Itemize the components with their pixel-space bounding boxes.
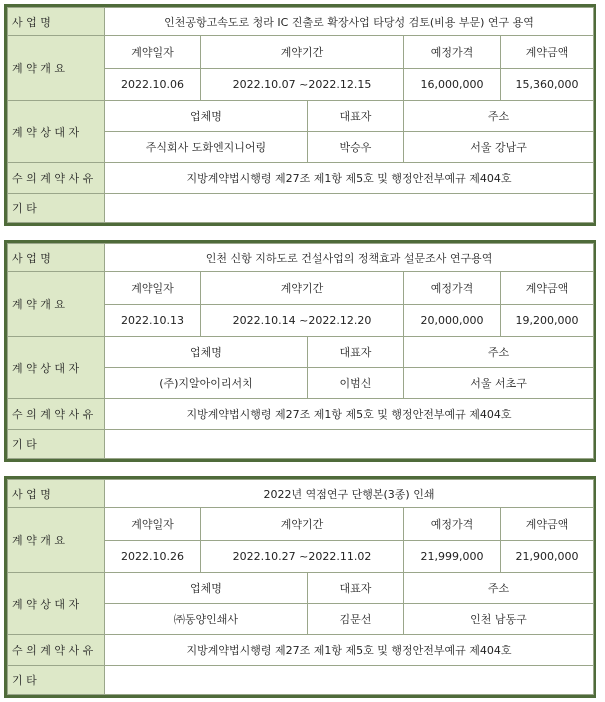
contract-party-label: 계 약 상 대 자 (8, 573, 105, 635)
etc (105, 666, 594, 695)
company-name: 주식회사 도화엔지니어링 (105, 132, 308, 163)
contract-table (7, 479, 594, 695)
representative: 박승우 (308, 132, 404, 163)
contract-overview-label: 계 약 개 요 (8, 272, 105, 337)
representative-header: 대표자 (308, 337, 404, 368)
contract-table (7, 243, 594, 459)
company-header: 업체명 (105, 337, 308, 368)
contract-party-label: 계 약 상 대 자 (8, 101, 105, 163)
contract-block (4, 4, 596, 226)
company-name: (주)지알아이리서치 (105, 368, 308, 399)
contract-block (4, 240, 596, 462)
contract-amount: 15,360,000 (501, 69, 594, 101)
contract-date: 2022.10.13 (105, 305, 201, 337)
etc-label: 기 타 (8, 430, 105, 459)
address: 서울 강남구 (404, 132, 594, 163)
contract-amount: 21,900,000 (501, 541, 594, 573)
contract-amount-header: 계약금액 (501, 508, 594, 541)
company-name: ㈜동양인쇄사 (105, 604, 308, 635)
contract-overview-label: 계 약 개 요 (8, 36, 105, 101)
contract-period: 2022.10.27 ~2022.11.02 (201, 541, 404, 573)
contract-period: 2022.10.07 ~2022.12.15 (201, 69, 404, 101)
contract-period-header: 계약기간 (201, 272, 404, 305)
contract-period-header: 계약기간 (201, 36, 404, 69)
company-header: 업체명 (105, 573, 308, 604)
project-name-label: 사 업 명 (8, 244, 105, 272)
estimated-price: 21,999,000 (404, 541, 501, 573)
reason-label: 수 의 계 약 사 유 (8, 163, 105, 194)
project-name-label: 사 업 명 (8, 8, 105, 36)
contract-date-header: 계약일자 (105, 272, 201, 305)
address-header: 주소 (404, 573, 594, 604)
reason: 지방계약법시행령 제27조 제1항 제5호 및 행정안전부예규 제404호 (105, 635, 594, 666)
project-name-label: 사 업 명 (8, 480, 105, 508)
address: 서울 서초구 (404, 368, 594, 399)
reason-label: 수 의 계 약 사 유 (8, 635, 105, 666)
contract-date: 2022.10.26 (105, 541, 201, 573)
representative: 김문선 (308, 604, 404, 635)
estimated-price: 16,000,000 (404, 69, 501, 101)
address-header: 주소 (404, 337, 594, 368)
contract-overview-label: 계 약 개 요 (8, 508, 105, 573)
estimated-price: 20,000,000 (404, 305, 501, 337)
company-header: 업체명 (105, 101, 308, 132)
representative: 이범신 (308, 368, 404, 399)
contract-date: 2022.10.06 (105, 69, 201, 101)
etc (105, 194, 594, 223)
etc (105, 430, 594, 459)
contract-amount: 19,200,000 (501, 305, 594, 337)
contract-period: 2022.10.14 ~2022.12.20 (201, 305, 404, 337)
contract-table (7, 7, 594, 223)
reason: 지방계약법시행령 제27조 제1항 제5호 및 행정안전부예규 제404호 (105, 163, 594, 194)
project-name: 인천공항고속도로 청라 IC 진출로 확장사업 타당성 검토(비용 부문) 연구 용역 (105, 8, 594, 36)
address: 인천 남동구 (404, 604, 594, 635)
contract-party-label: 계 약 상 대 자 (8, 337, 105, 399)
representative-header: 대표자 (308, 573, 404, 604)
etc-label: 기 타 (8, 666, 105, 695)
contract-date-header: 계약일자 (105, 36, 201, 69)
contract-block (4, 476, 596, 698)
estimated-price-header: 예정가격 (404, 36, 501, 69)
reason-label: 수 의 계 약 사 유 (8, 399, 105, 430)
address-header: 주소 (404, 101, 594, 132)
contract-amount-header: 계약금액 (501, 272, 594, 305)
reason: 지방계약법시행령 제27조 제1항 제5호 및 행정안전부예규 제404호 (105, 399, 594, 430)
representative-header: 대표자 (308, 101, 404, 132)
project-name: 2022년 역점연구 단행본(3종) 인쇄 (105, 480, 594, 508)
estimated-price-header: 예정가격 (404, 508, 501, 541)
contract-date-header: 계약일자 (105, 508, 201, 541)
contract-period-header: 계약기간 (201, 508, 404, 541)
contract-amount-header: 계약금액 (501, 36, 594, 69)
etc-label: 기 타 (8, 194, 105, 223)
project-name: 인천 신항 지하도로 건설사업의 정책효과 설문조사 연구용역 (105, 244, 594, 272)
estimated-price-header: 예정가격 (404, 272, 501, 305)
